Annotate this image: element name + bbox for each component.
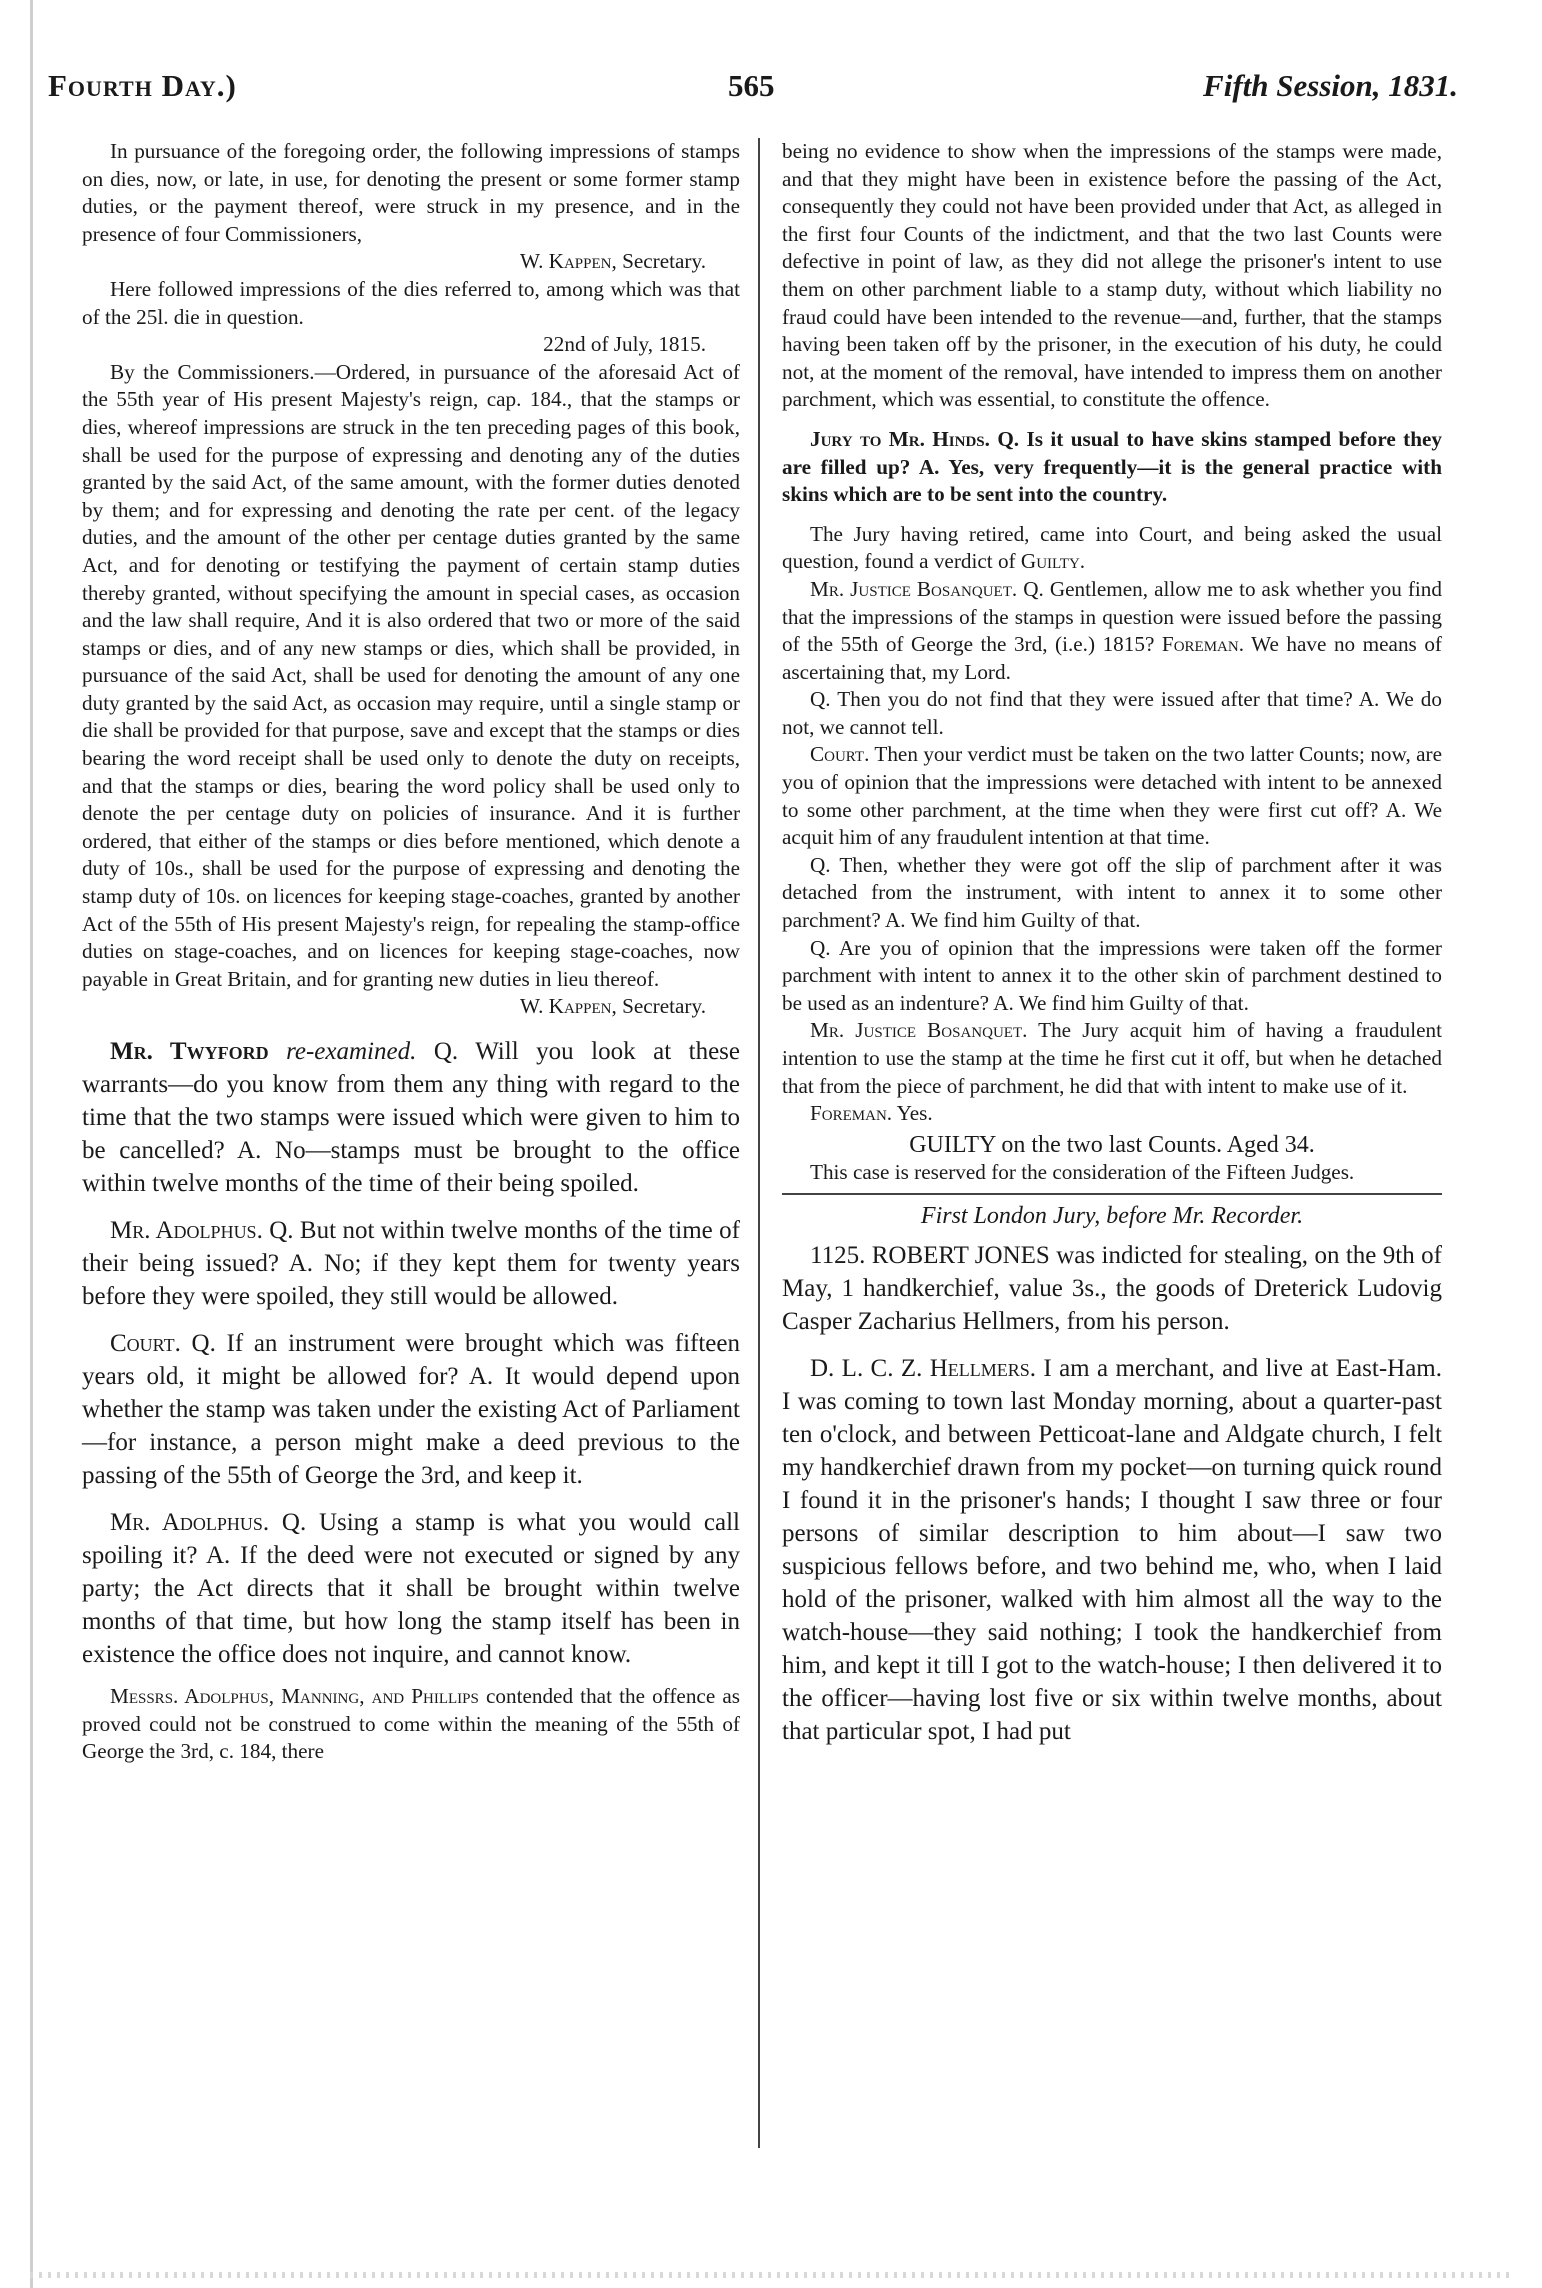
testimony-paragraph: D. L. C. Z. Hellmers. I am a merchant, and live at East-Ham. I was coming to town last Monday morning, about a quarter-past ten o'clock, and between Petticoat-lane and Aldgate church, I felt my handkerchief drawn from my pocket—on turning quick round I found it in the prisoner's hands; I thought I saw three or four persons of similar description to him about—I saw two suspicious fellows before, and two behind me, who, when I laid hold of the prisoner, walked with him almost all the way to the watch-house—they said nothing; I took the handkerchief from him, and kept it till I got to the watch-house; I then delivered it to the officer—having lost five or six within twelve months, about that particular spot, I had put (782, 1354, 1442, 1745)
testimony-paragraph: Foreman. Yes. (810, 1101, 933, 1126)
paragraph: Here followed impressions of the dies referred to, among which was that of the 25l. die in question. (82, 276, 740, 329)
left-column (82, 138, 740, 1766)
paragraph: Messrs. Adolphus, Manning, and Phillips contended that the offence as proved could not be construed to come within the meaning of the 55th of George the 3rd, c. 184, there (82, 1684, 741, 1764)
testimony-paragraph: Mr. Adolphus. Q. Using a stamp is what you would call spoiling it? A. If the deed were not executed or signed by any party; the Act directs that it shall be brought within twelve months of that time, but how long the stamp itself has been in existence the office does not inquire, and cannot know. (82, 1509, 740, 1668)
paragraph: By the Commissioners.—Ordered, in pursuance of the aforesaid Act of the 55th year of His present Majesty's reign, cap. 184., that the stamps or dies, whereof impressions are struck in the ten preceding pages of this book, shall be used for the purpose of expressing and denoting any of the duties granted by the said Act, of the same amount, with the former duties denoted by them; and for expressing and denoting the rate per cent. of the legacy duties, and the amount of the other per centage duties granted by the same Act, and for denoting or testifying the payment of certain stamp duties thereby granted, without specifying the amount in special cases, as occasion and the law shall require, And it is also ordered that two or more of the said stamps or dies, and of any new stamps or dies, which shall be provided, in pursuance of the said Act, shall be used for denoting the amount of any one duty granted by the said Act, as occasion may require, until a single stamp or die shall be provided for that purpose, save and except that the stamps or dies bearing the word receipt shall be used only to denote the duty on receipts, and that the stamps or dies, bearing the word policy shall be used only to denote the per centage duty on policies of insurance. And it is further ordered, that either of the stamps or dies before mentioned, which denote a duty of 10s., shall be used for the purpose of expressing and denoting the stamp duty of 10s. on licences for keeping stage-coaches, granted by another Act of the 55th of His present Majesty's reign, for repealing the stamp-office duties on stage-coaches, and on licences for keeping stage-coaches, now payable in Great Britain, and for granting new duties in lieu thereof. (82, 359, 740, 991)
page-bottom-edge (30, 2272, 1510, 2278)
paragraph: being no evidence to show when the impressions of the stamps were made, and that they might have been in existence before the passing of the Act, consequently they could not have been provided under that Act, as alleged in the first four Counts of the indictment, and that the two last Counts were defective in point of law, as they did not allege the prisoner's intent to use them on other parchment liable to a stamp duty, without which liability no fraud could have been intended to the revenue—and, further, that the stamps having been taken off by the prisoner, in the execution of his duty, he could not, at the moment of the removal, have intended to impress them on another parchment, which was essential, to constitute the offence. (782, 139, 1442, 412)
testimony-paragraph: Mr. Twyford re-examined. Q. Will you look at these warrants—do you know from them any thing with regard to the time that the two stamps were issued which were given to him to be cancelled? A. No—stamps must be brought to the office within twelve months of the time of their being spoiled. (82, 1038, 741, 1197)
right-column (782, 138, 1442, 1748)
signature: W. Kappen, Secretary. (520, 249, 706, 274)
testimony-paragraph: Court. Q. If an instrument were brought which was fifteen years old, it might be allowed for? A. It would depend upon whether the stamp was taken under the existing Act of Parliament—for instance, a person might make a deed previous to the passing of the 55th of George the 3rd, and keep it. (82, 1330, 740, 1489)
testimony-paragraph: Jury to Mr. Hinds. Q. Is it usual to have skins stamped before they are filled up? A. Yes, very frequently—it is the general practice with skins which are to be sent into the country. (782, 426, 1442, 507)
case-heading-paragraph: 1125. ROBERT JONES was indicted for stealing, on the 9th of May, 1 handkerchief, value 3s., the goods of Dreterick Ludovig Casper Zacharius Hellmers, from his person. (782, 1241, 1442, 1335)
page-number: 565 (728, 68, 775, 103)
testimony-paragraph: Mr. Justice Bosanquet. The Jury acquit him of having a fraudulent intention to use the stamp at the time he first cut it off, but when he detached that from the piece of parchment, he did that with intent to make use of it. (782, 1018, 1442, 1098)
jury-heading: First London Jury, before Mr. Recorder. (920, 1202, 1304, 1229)
running-head-right: Fifth Session, 1831. (1203, 68, 1458, 103)
order-date: 22nd of July, 1815. (543, 332, 706, 357)
signature: W. Kappen, Secretary. (520, 994, 706, 1019)
paragraph: In pursuance of the foregoing order, the following impressions of stamps on dies, now, or late, in use, for denoting the present or some former stamp duties, or the payment thereof, were struck in my presence, and in the presence of four Commissioners, (82, 139, 740, 246)
testimony-paragraph: Court. Then your verdict must be taken on the two latter Counts; now, are you of opinion that the impressions were detached with intent to be annexed to some other parchment, at the time when they were first cut off? A. We acquit him of any fraudulent intention at that time. (782, 742, 1442, 850)
verdict-line: GUILTY on the two last Counts. Aged 34. (909, 1131, 1315, 1158)
running-head-left: Fourth Day.) (48, 68, 237, 103)
page-header (48, 68, 1458, 118)
testimony-paragraph: Mr. Adolphus. Q. But not within twelve months of the time of their being issued? A. No; if they kept them for twenty years before they were spoiled, they still would be allowed. (82, 1217, 740, 1310)
page-binding-edge (30, 0, 33, 2288)
section-divider (782, 1193, 1442, 1195)
column-divider (758, 138, 760, 2148)
paragraph: Q. Then, whether they were got off the slip of parchment after it was detached from the instrument, with intent to annex it to some other parchment? A. We find him Guilty of that. (782, 852, 1442, 933)
paragraph: The Jury having retired, came into Court, and being asked the usual question, found a verdict of Guilty. (782, 521, 1442, 574)
paragraph: Q. Are you of opinion that the impressions were taken off the former parchment with intent to annex it to the other skin of parchment destined to be used as an indenture? A. We find him Guilty of that. (782, 935, 1442, 1015)
testimony-paragraph: Mr. Justice Bosanquet. Q. Gentlemen, allow me to ask whether you find that the impressions of the stamps in question were issued before the passing of the 55th of George the 3rd, (i.e.) 1815? Foreman. We have no means of ascertaining that, my Lord. (782, 576, 1442, 684)
paragraph: This case is reserved for the consideration of the Fifteen Judges. (810, 1160, 1355, 1185)
paragraph: Q. Then you do not find that they were issued after that time? A. We do not, we cannot tell. (782, 687, 1442, 739)
